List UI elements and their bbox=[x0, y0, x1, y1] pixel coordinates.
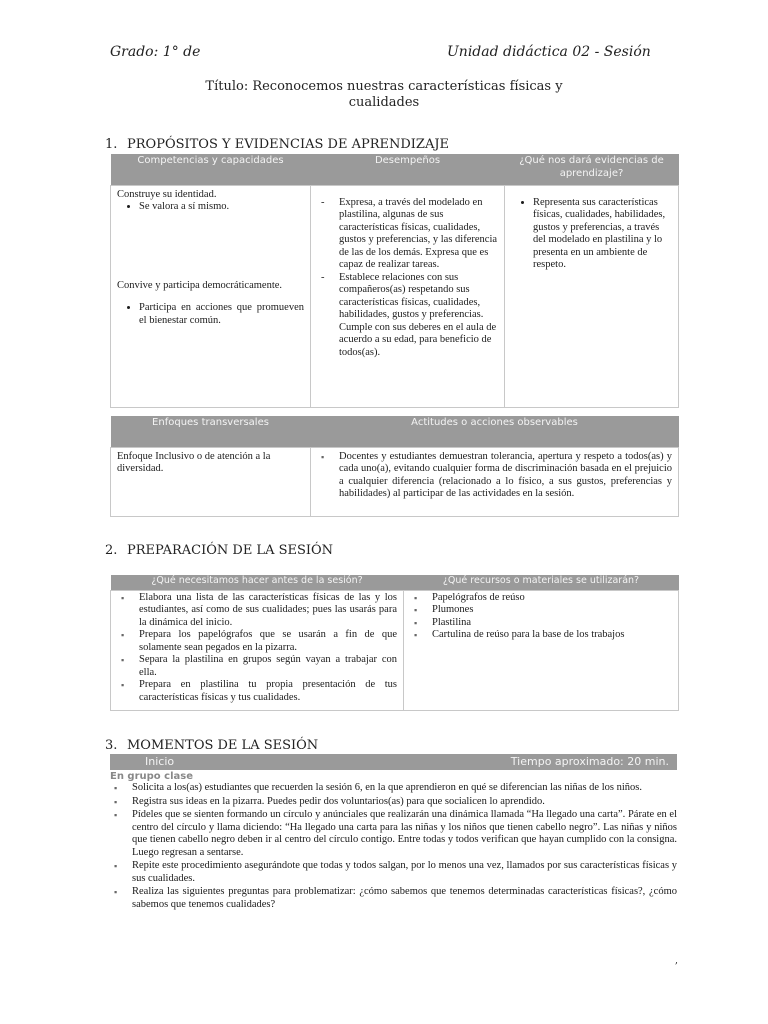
inicio-list bbox=[110, 782, 677, 912]
desempenos-cell bbox=[311, 185, 505, 407]
col-actitudes: Actitudes o acciones observables bbox=[311, 416, 679, 447]
inicio-item: ▪ Realiza las siguientes preguntas para problematizar: ¿cómo sabemos que tenemos determinadas características físicas?, ¿cómo sabemos que tenemos cualidades? bbox=[132, 886, 677, 911]
tiempo-label: Tiempo aproximado: 20 min. bbox=[510, 755, 669, 768]
inicio-item: ▪ Pídeles que se sienten formando un círculo y anúnciales que realizarán una dinámica llamada “Ha llegado una carta”. Párate en el centro del círculo y llama diciendo: “Ha llegado una carta para las niñas y los niños que tienen cabello negro”. Las niñas y niños que tienen cabello negro deben ir al centro del círculo contigo. Entre todas y todos verifican que hayan cumplido con la consigna. Luego regresan a sentarse. bbox=[132, 809, 677, 859]
col-recursos: ¿Qué recursos o materiales se utilizarán? bbox=[404, 575, 679, 590]
competencias-cell bbox=[111, 185, 311, 407]
competencia-identidad: Construye su identidad. bbox=[117, 188, 217, 200]
enfoque-cell: Enfoque Inclusivo o de atención a la diversidad. bbox=[111, 447, 311, 516]
inicio-item: ▪ Solicita a los(as) estudiantes que recuerden la sesión 6, en la que aprendieron en qué se diferencian las niñas de los niños. bbox=[132, 782, 677, 795]
section1-title: PROPÓSITOS Y EVIDENCIAS DE APRENDIZAJE bbox=[127, 137, 450, 152]
section2-heading bbox=[105, 543, 333, 558]
momento-label: Inicio bbox=[145, 755, 175, 768]
desempeno-item: - Establece relaciones con sus compañeros(as) respetando sus características físicas, cualidades, habilidades, gustos y preferencias. Cumple con sus deberes en el aula de acuerdo a su edad, para beneficio de todos(as). bbox=[339, 272, 498, 360]
desempeno-item: - Expresa, a través del modelado en plastilina, algunas de sus características físicas, cualidades, gustos y preferencias, y las diferencia de las de los demás. Expresa que es capaz de realizar tareas. bbox=[339, 197, 498, 272]
propositos-table bbox=[110, 154, 679, 408]
preparacion-table bbox=[110, 575, 679, 711]
inicio-item: ▪ Registra sus ideas en la pizarra. Puedes pedir dos voluntarios(as) para que socialicen lo aprendido. bbox=[132, 796, 677, 809]
competencia-convive: Convive y participa democráticamente. bbox=[117, 279, 283, 291]
section2-number: 2. bbox=[105, 543, 118, 558]
title-line-2: cualidades bbox=[348, 95, 420, 110]
actitud-item: ▪ Docentes y estudiantes demuestran tolerancia, apertura y respeto a todos(as) y cada uno(a), evitando cualquier forma de discriminación basada en el prejuicio a cualquier diferencia (relacionado a lo físico, a sus gustos, preferencias y habilidades) al participar de las actividades en la sesión. bbox=[339, 451, 672, 501]
title-line-1: Título: Reconocemos nuestras características físicas y bbox=[205, 79, 563, 94]
recurso-item: ▪ Papelógrafos de reúso bbox=[432, 592, 672, 605]
recurso-item: ▪ Cartulina de reúso para la base de los trabajos bbox=[432, 629, 672, 642]
capacidad-participa: • Participa en acciones que promueven el bienestar común. bbox=[139, 302, 304, 327]
col-antes: ¿Qué necesitamos hacer antes de la sesión? bbox=[111, 575, 404, 590]
evidencia-cell bbox=[505, 185, 679, 407]
antes-item: ▪ Prepara los papelógrafos que se usarán a fin de que solamente sean pegados en la pizarra. bbox=[139, 629, 397, 654]
inicio-item: ▪ Repite este procedimiento asegurándote que todas y todos salgan, por lo menos una vez, llamados por sus características físicas y sus cualidades. bbox=[132, 860, 677, 885]
antes-cell bbox=[111, 590, 404, 710]
capacidad-valora: • Se valora a sí mismo. bbox=[139, 201, 304, 214]
header-grado: Grado: 1° de bbox=[110, 44, 201, 60]
col-competencias: Competencias y capacidades bbox=[111, 154, 311, 185]
recurso-item: ▪ Plastilina bbox=[432, 617, 672, 630]
col-evidencias: ¿Qué nos dará evidencias de aprendizaje? bbox=[505, 154, 679, 185]
section1-heading bbox=[105, 137, 449, 152]
recurso-item: ▪ Plumones bbox=[432, 604, 672, 617]
recursos-cell bbox=[404, 590, 679, 710]
page-title bbox=[0, 79, 768, 111]
antes-item: ▪ Separa la plastilina en grupos según vayan a trabajar con ella. bbox=[139, 654, 397, 679]
antes-item: ▪ Prepara en plastilina tu propia presentación de tus características físicas y tus cualidades. bbox=[139, 679, 397, 704]
momento-bar bbox=[110, 754, 677, 770]
section2-title: PREPARACIÓN DE LA SESIÓN bbox=[127, 543, 334, 558]
grupo-label: En grupo clase bbox=[110, 771, 193, 782]
section1-number: 1. bbox=[105, 137, 118, 152]
antes-item: ▪ Elabora una lista de las características físicas de las y los estudiantes, así como de sus cualidades; pues las usarás para la dinámica del inicio. bbox=[139, 592, 397, 630]
col-enfoques: Enfoques transversales bbox=[111, 416, 311, 447]
section3-title: MOMENTOS DE LA SESIÓN bbox=[127, 738, 319, 753]
section3-number: 3. bbox=[105, 738, 118, 753]
section3-heading bbox=[105, 738, 318, 753]
header-unidad: Unidad didáctica 02 - Sesión bbox=[447, 44, 651, 60]
footer-mark: , bbox=[674, 955, 678, 966]
actitud-cell bbox=[311, 447, 679, 516]
col-desempenos: Desempeños bbox=[311, 154, 505, 185]
evidencia-item: • Representa sus características físicas, cualidades, habilidades, gustos y preferencias, a través del modelado en plastilina y lo presenta en un ambiente de respeto. bbox=[533, 197, 672, 272]
enfoques-table bbox=[110, 416, 679, 517]
